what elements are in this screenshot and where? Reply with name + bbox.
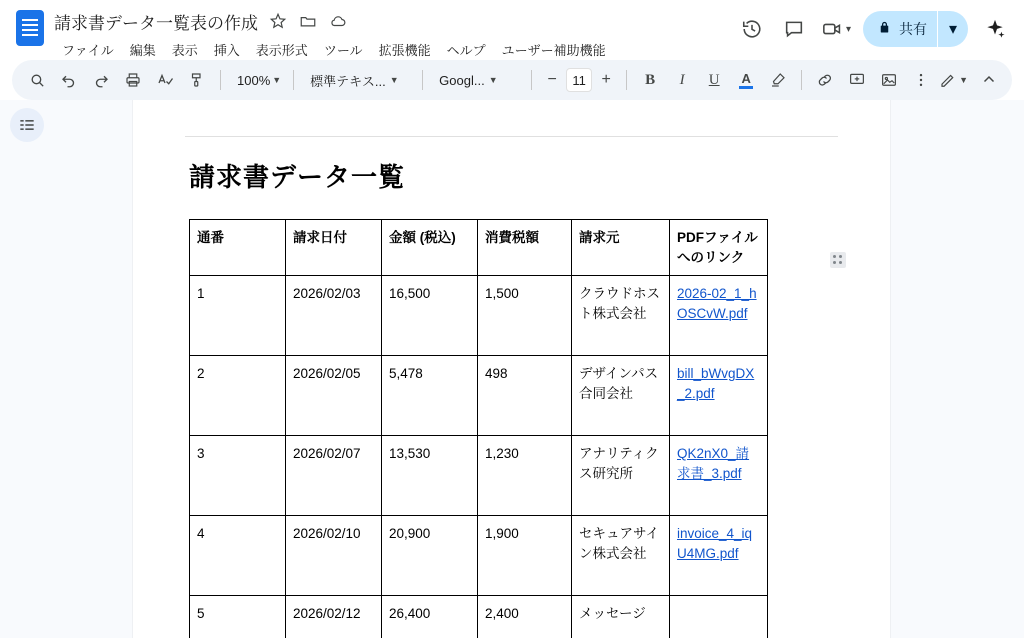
menu-extensions[interactable]: 拡張機能	[378, 42, 431, 58]
cell-tax: 1,900	[478, 516, 572, 596]
increase-font-size-button[interactable]: +	[601, 71, 611, 88]
table-row	[190, 516, 768, 596]
pdf-link[interactable]: QK2nX0_請求書_3.pdf	[677, 446, 750, 481]
table-header-cell: 消費税額	[478, 220, 572, 276]
font-size-stepper	[540, 68, 618, 92]
top-bar	[0, 0, 1024, 58]
cell-issuer: アナリティクス研究所	[572, 436, 670, 516]
chevron-down-icon: ▼	[488, 75, 498, 85]
paragraph-style-value: 標準テキス...	[310, 73, 386, 89]
pdf-link[interactable]: bill_bWvgDX_2.pdf	[677, 366, 755, 401]
pdf-link[interactable]: invoice_4_iqU4MG.pdf	[677, 526, 753, 561]
formatting-toolbar	[12, 60, 1012, 100]
font-family-value: Googl...	[439, 72, 485, 88]
print-icon[interactable]	[118, 65, 148, 95]
insert-image-icon[interactable]	[874, 65, 904, 95]
cell-issuer: メッセージ	[572, 596, 670, 638]
menu-format[interactable]: 表示形式	[255, 42, 308, 58]
zoom-value: 100%	[237, 72, 271, 88]
search-icon[interactable]	[22, 65, 52, 95]
chevron-down-icon: ▼	[272, 75, 282, 85]
cell-date: 2026/02/05	[286, 356, 382, 436]
share-button[interactable]	[863, 11, 937, 47]
menu-edit[interactable]: 編集	[129, 42, 156, 58]
table-header-cell: 請求日付	[286, 220, 382, 276]
document-workspace	[0, 100, 1024, 638]
cell-no: 3	[190, 436, 286, 516]
move-folder-icon[interactable]	[298, 11, 318, 31]
cell-amount: 26,400	[382, 596, 478, 638]
toolbar-divider	[220, 70, 221, 90]
cell-no: 1	[190, 276, 286, 356]
cell-no: 2	[190, 356, 286, 436]
insert-link-icon[interactable]	[810, 65, 840, 95]
italic-button[interactable]: I	[679, 71, 685, 88]
meet-icon[interactable]: ▾	[817, 10, 855, 48]
version-history-icon[interactable]	[733, 10, 771, 48]
cell-date: 2026/02/12	[286, 596, 382, 638]
star-icon[interactable]	[268, 11, 288, 31]
page-title: 請求書データ一覧	[189, 162, 406, 192]
cell-no: 4	[190, 516, 286, 596]
paragraph-style-select[interactable]	[302, 65, 414, 95]
editing-mode-button[interactable]	[933, 65, 972, 95]
text-color-swatch	[739, 86, 753, 89]
cell-link	[670, 276, 768, 356]
chevron-down-icon: ▼	[959, 75, 968, 85]
menu-tools[interactable]: ツール	[323, 42, 363, 58]
table-row	[190, 436, 768, 516]
cell-link	[670, 356, 768, 436]
table-header-cell: 金額 (税込)	[382, 220, 478, 276]
font-family-select[interactable]	[431, 65, 523, 95]
cell-issuer: セキュアサイン株式会社	[572, 516, 670, 596]
cell-date: 2026/02/10	[286, 516, 382, 596]
toolbar-divider	[531, 70, 532, 90]
table-header-cell: 通番	[190, 220, 286, 276]
cell-tax: 2,400	[478, 596, 572, 638]
cell-link	[670, 596, 768, 638]
menu-insert[interactable]: 挿入	[213, 42, 240, 58]
bold-button[interactable]: B	[645, 71, 656, 88]
text-color-letter: A	[741, 70, 751, 86]
add-comment-icon[interactable]	[842, 65, 872, 95]
redo-icon[interactable]	[86, 65, 116, 95]
docs-logo-icon[interactable]	[12, 8, 48, 52]
lock-icon	[877, 20, 892, 38]
collapse-toolbar-icon[interactable]	[974, 65, 1004, 95]
text-color-button[interactable]	[731, 65, 761, 95]
cell-date: 2026/02/03	[286, 276, 382, 356]
comment-icon[interactable]	[775, 10, 813, 48]
gemini-sparkle-icon[interactable]	[978, 12, 1012, 46]
underline-button[interactable]: U	[708, 71, 720, 88]
spellcheck-icon[interactable]	[150, 65, 180, 95]
undo-icon[interactable]	[54, 65, 84, 95]
toolbar-divider	[293, 70, 294, 90]
cell-date: 2026/02/07	[286, 436, 382, 516]
cell-link	[670, 516, 768, 596]
chevron-down-icon: ▼	[389, 75, 399, 85]
cell-issuer: デザインパス合同会社	[572, 356, 670, 436]
toolbar-right-group	[933, 60, 1004, 100]
menu-accessibility[interactable]: ユーザー補助機能	[501, 42, 606, 58]
top-bar-actions	[733, 10, 1012, 48]
share-caret-icon[interactable]: ▾	[938, 11, 968, 47]
document-title[interactable]: 請求書データ一覧表の作成	[54, 13, 258, 33]
cell-tax: 498	[478, 356, 572, 436]
more-options-icon[interactable]	[906, 65, 936, 95]
table-move-handle[interactable]	[830, 252, 846, 268]
cell-issuer: クラウドホスト株式会社	[572, 276, 670, 356]
cell-no: 5	[190, 596, 286, 638]
cell-amount: 5,478	[382, 356, 478, 436]
zoom-select[interactable]	[229, 65, 285, 95]
toolbar-divider	[626, 70, 627, 90]
toolbar-divider	[801, 70, 802, 90]
table-header-cell: PDFファイルへのリンク	[670, 220, 768, 276]
cell-amount: 20,900	[382, 516, 478, 596]
cell-amount: 13,530	[382, 436, 478, 516]
menu-view[interactable]: 表示	[171, 42, 198, 58]
cell-link	[670, 436, 768, 516]
cell-tax: 1,500	[478, 276, 572, 356]
menu-help[interactable]: ヘルプ	[446, 42, 486, 58]
table-header-row	[190, 220, 768, 276]
share-label: 共有	[899, 21, 927, 37]
invoice-table[interactable]	[189, 219, 768, 638]
table-row	[190, 596, 768, 638]
cell-tax: 1,230	[478, 436, 572, 516]
table-header-cell: 請求元	[572, 220, 670, 276]
page-top-rule	[185, 136, 838, 137]
highlight-icon[interactable]	[763, 65, 793, 95]
font-size-input[interactable]: 11	[566, 68, 592, 92]
menu-file[interactable]: ファイル	[62, 42, 114, 58]
toolbar-divider	[422, 70, 423, 90]
pdf-link[interactable]: 2026-02_1_hOSCvW.pdf	[677, 286, 757, 321]
cloud-status-icon[interactable]	[328, 11, 348, 31]
decrease-font-size-button[interactable]: −	[547, 71, 557, 88]
table-row	[190, 276, 768, 356]
table-row	[190, 356, 768, 436]
document-outline-icon[interactable]	[10, 108, 44, 142]
document-page[interactable]	[133, 100, 890, 638]
paint-format-icon[interactable]	[182, 65, 212, 95]
cell-amount: 16,500	[382, 276, 478, 356]
